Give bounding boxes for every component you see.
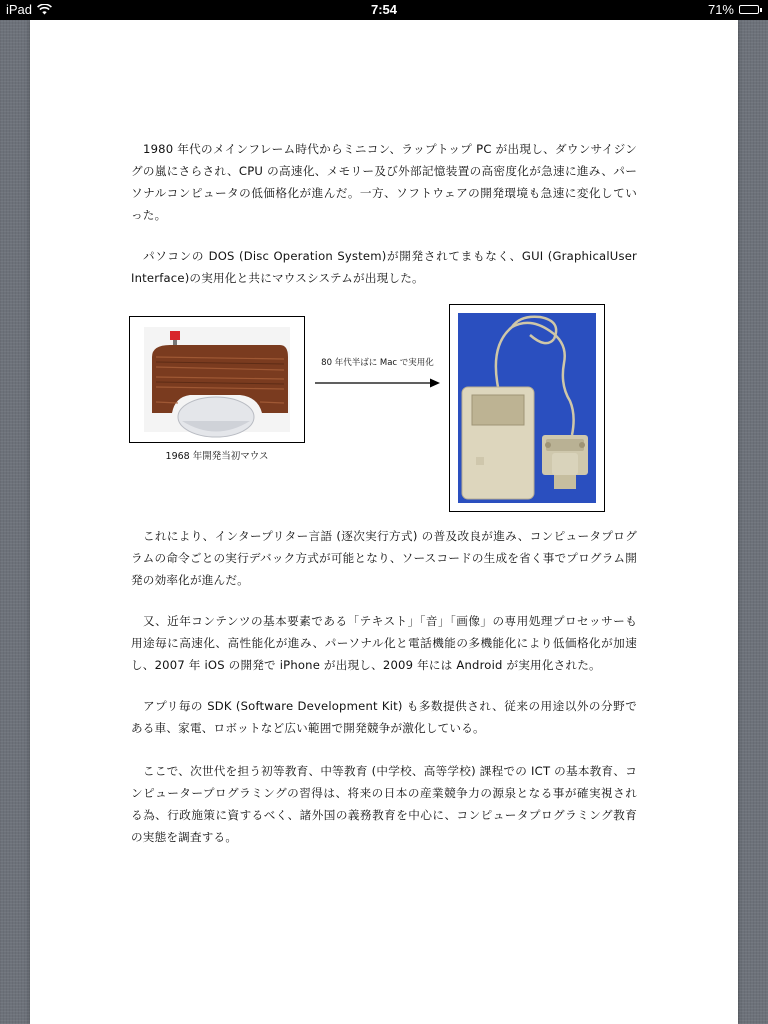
battery-icon bbox=[739, 5, 762, 14]
device-name: iPad bbox=[6, 2, 33, 17]
paragraph-1: 1980 年代のメインフレーム時代からミニコン、ラップトップ PC が出現し、ダウンサイジングの嵐にさらされ、CPU の高速化、メモリー及び外部記憶装置の高密度化が急速に進み、パーソナルコンピュータの低価格化が進んだ。一方、ソフトウェアの開発環境も急速に変化していった。 bbox=[131, 142, 637, 222]
paragraph-4: 又、近年コンテンツの基本要素である「テキスト」「音」「画像」の専用処理プロセッサーも用途毎に高速化、高性能化が進み、パーソナル化と電話機能の多機能化により低価格化が加速し、2007 年 iOS の開発で iPhone が出現し、2009 年には Android が実用化された。 bbox=[131, 614, 637, 672]
figure-mac-mouse-frame bbox=[449, 304, 605, 512]
early-mouse-caption: 1968 年開発当初マウス bbox=[165, 451, 269, 462]
status-bar bbox=[0, 0, 768, 20]
status-right bbox=[708, 2, 762, 17]
early-mouse-photo bbox=[130, 317, 304, 442]
mac-mouse-photo bbox=[450, 305, 604, 511]
document-page[interactable] bbox=[30, 20, 738, 1024]
figure-early-mouse-frame bbox=[129, 316, 305, 443]
paragraph-6: ここで、次世代を担う初等教育、中等教育 (中学校、高等学校) 課程での ICT の基本教育、コンピュータープログラミングの習得は、将来の日本の産業競争力の源泉となる事が確実視される為、行政施策に資するべく、諸外国の義務教育を中心に、コンピュータプログラミング教育の実態を調査する。 bbox=[131, 764, 637, 844]
paragraph-3: これにより、インタープリター言語 (逐次実行方式) の普及改良が進み、コンピュータプログラムの命令ごとの実行デバック方式が可能となり、ソースコードの生成を省く事でプログラム開発の効率化が進んだ。 bbox=[131, 529, 637, 587]
battery-percentage: 71% bbox=[707, 2, 734, 17]
right-arrow-icon bbox=[313, 376, 443, 390]
paragraph-5: アプリ毎の SDK (Software Development Kit) も多数提供され、従来の用途以外の分野である車、家電、ロボットなど広い範囲で開発競争が激化している。 bbox=[131, 699, 637, 735]
status-time: 7:54 bbox=[370, 2, 398, 17]
paragraph-2: パソコンの DOS (Disc Operation System)が開発されてまもなく、GUI (GraphicalUser Interface)の実用化と共にマウスシステムが出現した。 bbox=[131, 249, 637, 285]
arrow-label: 80 年代半ばに Mac で実用化 bbox=[321, 358, 434, 368]
